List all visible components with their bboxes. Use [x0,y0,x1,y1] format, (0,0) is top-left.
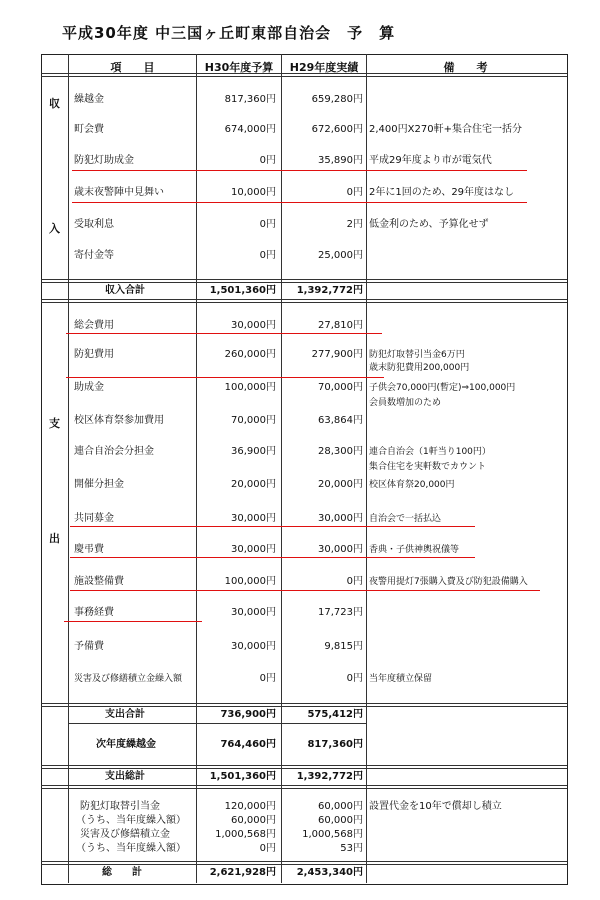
expense-total-bottom-line [68,723,366,724]
income-total-actual: 1,392,772円 [296,285,363,296]
reserve-actual: 60,000円 [318,801,363,812]
expense-actual: 20,000円 [318,479,363,490]
expense-total-budget: 736,900円 [220,709,276,720]
total-top-line [41,861,567,865]
income-actual: 25,000円 [318,250,363,261]
col-divider-actual [366,54,367,883]
income-item: 受取利息 [74,219,114,230]
income-actual: 659,280円 [311,94,363,105]
expense-actual: 0円 [346,673,363,684]
expense-note: 当年度積立保留 [369,674,433,684]
income-note: 平成29年度より市が電気代 [369,155,492,166]
page-title: 平成30年度 中三国ヶ丘町東部自治会 予 算 [62,24,396,42]
expense-note: 自治会で一括払込 [369,514,442,524]
expense-budget: 20,000円 [231,479,276,490]
red-underline [64,621,202,622]
red-underline [66,377,384,378]
reserve-item: （うち、当年度繰入額） [76,815,186,826]
total-actual: 2,453,340円 [296,867,363,878]
expense-note: 子供会70,000円(暫定)⇒100,000円 [369,383,516,393]
red-underline [72,202,527,203]
red-underline [70,590,540,591]
income-actual: 672,600円 [311,124,363,135]
income-budget: 817,360円 [224,94,276,105]
expense-note-line2: 歳末防犯費用200,000円 [369,363,470,373]
income-total-budget: 1,501,360円 [209,285,276,296]
income-actual: 0円 [346,187,363,198]
expense-actual: 0円 [346,576,363,587]
expense-budget: 36,900円 [231,446,276,457]
total-budget: 2,621,928円 [209,867,276,878]
expense-item: 連合自治会分担金 [74,446,154,457]
expense-budget: 0円 [259,673,276,684]
expense-actual: 63,864円 [318,415,363,426]
col-divider-budget [281,54,282,883]
section-expense-label-1: 支 [49,417,60,430]
grand-expense-budget: 1,501,360円 [209,771,276,782]
expense-item: 助成金 [74,382,104,393]
reserve-note: 設置代金を10年で償却し積立 [369,801,502,812]
red-underline [72,170,527,171]
expense-actual: 17,723円 [318,607,363,618]
expense-total-actual: 575,412円 [307,709,363,720]
grand-expense-actual: 1,392,772円 [296,771,363,782]
expense-note-line2: 会員数増加のため [369,398,442,408]
income-note: 2年に1回のため、29年度はなし [369,187,515,198]
total-label: 総 計 [102,867,142,878]
header-item: 項 目 [110,61,155,74]
expense-note: 夜警用提灯7張購入費及び防犯設備購入 [369,577,528,587]
expense-note: 防犯灯取替引当金6万円 [369,350,465,360]
header-budget: H30年度予算 [204,61,274,74]
red-underline [70,557,475,558]
expense-item: 校区体育祭参加費用 [74,415,164,426]
section-income-label-2: 入 [49,222,60,235]
reserve-actual: 1,000,568円 [302,829,363,840]
expense-item: 共同募金 [74,513,114,524]
reserve-item: 防犯灯取替引当金 [80,801,160,812]
expense-budget: 100,000円 [224,382,276,393]
expense-item: 総会費用 [74,320,114,331]
income-item: 町会費 [74,124,104,135]
income-note: 2,400円X270軒+集合住宅一括分 [369,124,522,135]
expense-actual: 70,000円 [318,382,363,393]
reserve-item: 災害及び修繕積立金 [80,829,170,840]
income-actual: 35,890円 [318,155,363,166]
income-item: 繰越金 [74,94,104,105]
expense-item: 慶弔費 [74,544,104,555]
income-total-top-line [41,279,567,283]
expense-budget: 100,000円 [224,576,276,587]
expense-item: 施設整備費 [74,576,124,587]
income-note: 低金利のため、予算化せず [369,219,489,230]
section-income-label-1: 収 [49,97,60,110]
expense-actual: 277,900円 [311,349,363,360]
reserve-budget: 120,000円 [224,801,276,812]
income-budget: 0円 [259,219,276,230]
header-divider [41,73,567,77]
expense-total-top-line [41,703,567,707]
expense-budget: 30,000円 [231,513,276,524]
income-item: 防犯灯助成金 [74,155,134,166]
grand-expense-top-line [41,765,567,769]
col-divider-item [196,54,197,883]
section-expense-label-2: 出 [49,532,60,545]
expense-item: 予備費 [74,641,104,652]
expense-item: 災害及び修繕積立金繰入額 [74,674,183,684]
reserve-budget: 60,000円 [231,815,276,826]
expense-item: 開催分担金 [74,479,124,490]
header-actual: H29年度実績 [289,61,359,74]
income-item: 寄付金等 [74,250,114,261]
expense-budget: 30,000円 [231,641,276,652]
expense-actual: 9,815円 [324,641,363,652]
reserve-budget: 1,000,568円 [215,829,276,840]
income-budget: 10,000円 [231,187,276,198]
red-underline [70,526,475,527]
income-total-label: 収入合計 [105,285,145,296]
red-underline [66,333,382,334]
budget-table [41,54,568,885]
expense-actual: 27,810円 [318,320,363,331]
expense-note: 校区体育祭20,000円 [369,480,455,490]
income-budget: 0円 [259,155,276,166]
expense-item: 防犯費用 [74,349,114,360]
expense-note: 連合自治会（1軒当り100円） [369,447,491,457]
expense-note: 香典・子供神輿祝儀等 [369,545,460,555]
expense-item: 事務経費 [74,607,114,618]
reserve-budget: 0円 [259,843,276,854]
income-item: 歳末夜警陣中見舞い [74,187,164,198]
expense-total-label: 支出合計 [105,709,145,720]
expense-note-line2: 集合住宅を実軒数でカウント [369,462,487,472]
expense-actual: 28,300円 [318,446,363,457]
expense-budget: 30,000円 [231,320,276,331]
expense-budget: 30,000円 [231,544,276,555]
carryover-label: 次年度繰越金 [96,739,156,750]
reserve-actual: 60,000円 [318,815,363,826]
income-budget: 674,000円 [224,124,276,135]
col-divider-section [68,54,69,883]
grand-expense-label: 支出総計 [105,771,145,782]
reserve-actual: 53円 [340,843,363,854]
income-budget: 0円 [259,250,276,261]
carryover-actual: 817,360円 [307,739,363,750]
reserve-item: （うち、当年度繰入額） [76,843,186,854]
expense-budget: 30,000円 [231,607,276,618]
expense-budget: 260,000円 [224,349,276,360]
expense-actual: 30,000円 [318,544,363,555]
header-note: 備 考 [443,61,488,74]
income-total-bottom-line [41,299,567,303]
income-actual: 2円 [346,219,363,230]
expense-actual: 30,000円 [318,513,363,524]
grand-expense-bottom-line [41,785,567,789]
expense-budget: 70,000円 [231,415,276,426]
carryover-budget: 764,460円 [220,739,276,750]
